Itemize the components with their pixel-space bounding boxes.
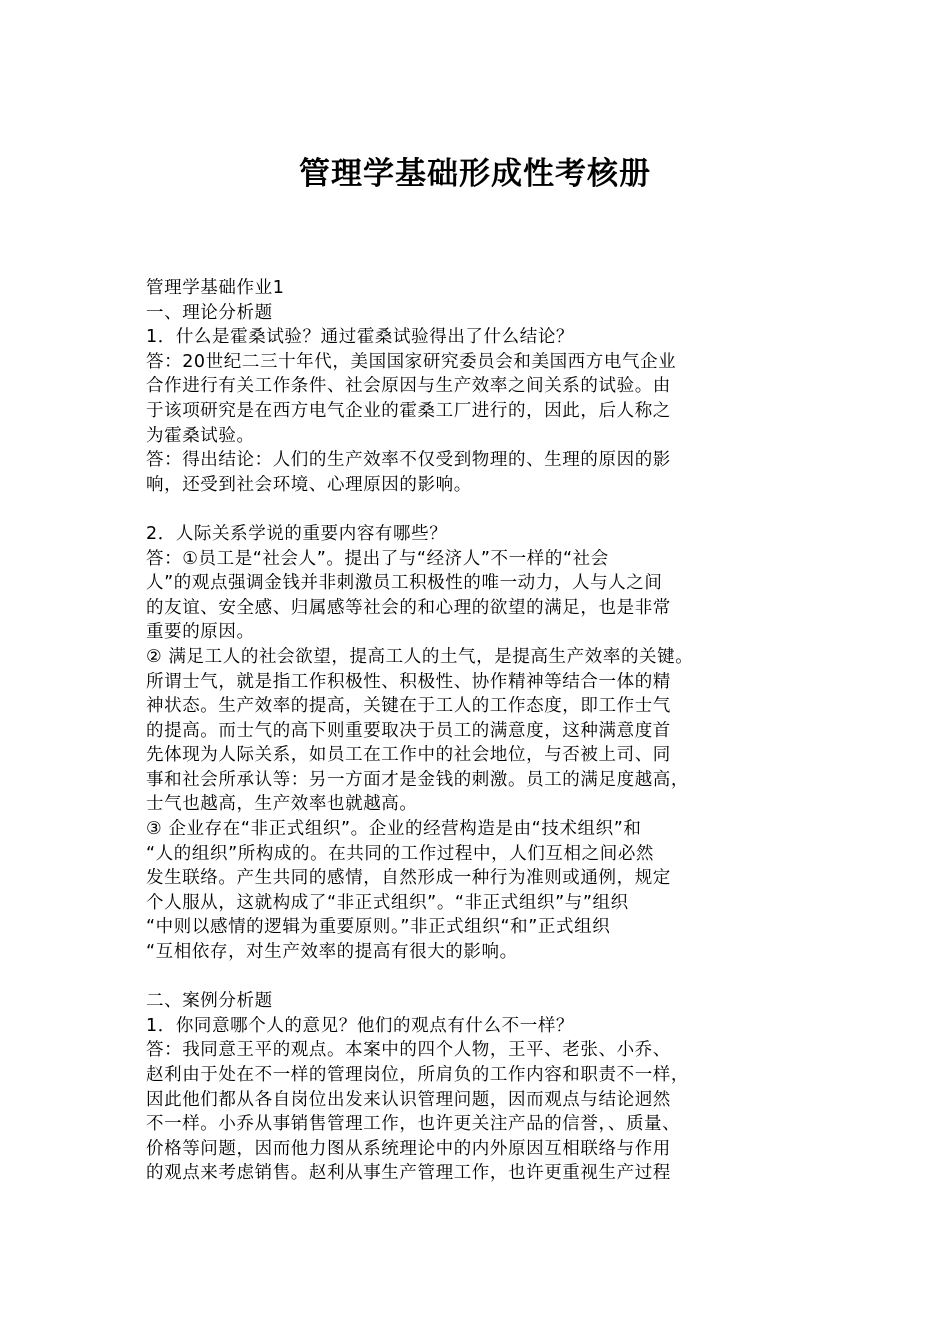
blank-line xyxy=(146,965,816,990)
answer-line: 士气也越高，生产效率也就越高。 xyxy=(146,794,418,815)
answer-line: 于该项研究是在西方电气企业的霍桑工厂进行的，因此，后人称之 xyxy=(146,400,671,421)
answer-line: 神状态。生产效率的提高，关键在于工人的工作态度，即工作士气 xyxy=(146,696,671,717)
answer-line: 因此他们都从各自岗位出发来认识管理问题，因而观点与结论迥然 xyxy=(146,1089,671,1110)
answer-line: 合作进行有关工作条件、社会原因与生产效率之间关系的试验。由 xyxy=(146,376,671,397)
answer-line: “人的组织”所构成的。在共同的工作过程中，人们互相之间必然 xyxy=(146,843,655,864)
question-1: 1．什么是霍桑试验？通过霍桑试验得出了什么结论？ xyxy=(146,327,575,348)
answer-line: “中则以感情的逻辑为重要原则。”非正式组织“和”正式组织 xyxy=(146,917,611,938)
answer-line: 重要的原因。 xyxy=(146,622,255,643)
answer-line: 所谓士气，就是指工作积极性、积极性、协作精神等结合一体的精 xyxy=(146,671,671,692)
question-2: 2．人际关系学说的重要内容有哪些？ xyxy=(146,523,448,544)
question-1: 1．你同意哪个人的意见？他们的观点有什么不一样？ xyxy=(146,1015,575,1036)
answer-line: “互相依存，对生产效率的提高有很大的影响。 xyxy=(146,942,518,963)
answer-line: 响，还受到社会环境、心理原因的影响。 xyxy=(146,474,472,495)
answer-line: 答：①员工是“社会人”。提出了与“经济人”不一样的“社会 xyxy=(146,548,609,569)
answer-line: 不一样。小乔从事销售管理工作，也许更关注产品的信誉，、质量、 xyxy=(146,1114,681,1135)
document-body xyxy=(146,276,816,1186)
answer-line: 答：得出结论：人们的生产效率不仅受到物理的、生理的原因的影 xyxy=(146,450,671,471)
answer-line: 发生联络。产生共同的感情，自然形成一种行为准则或通例，规定 xyxy=(146,868,671,889)
answer-line: 价格等问题，因而他力图从系统理论中的内外原因互相联络与作用 xyxy=(146,1138,671,1159)
answer-line: 答：20世纪二三十年代，美国国家研究委员会和美国西方电气企业 xyxy=(146,351,677,372)
section-heading: 管理学基础作业1 xyxy=(146,278,285,298)
answer-line: ③ 企业存在“非正式组织”。企业的经营构造是由“技术组织”和 xyxy=(146,819,642,840)
answer-line: 赵利由于处在不一样的管理岗位，所肩负的工作内容和职责不一样， xyxy=(146,1065,689,1085)
answer-line: 的提高。而士气的高下则重要取决于员工的满意度，这种满意度首 xyxy=(146,720,671,741)
answer-line: ② 满足工人的社会欲望，提高工人的土气，是提高生产效率的关键。 xyxy=(146,646,694,667)
blank-line xyxy=(146,497,816,522)
answer-line: 先体现为人际关系，如员工在工作中的社会地位，与否被上司、同 xyxy=(146,745,671,766)
answer-line: 事和社会所承认等：另一方面才是金钱的刺激。员工的满足度越高， xyxy=(146,769,689,790)
answer-line: 人”的观点强调金钱并非刺激员工积极性的唯一动力，人与人之间 xyxy=(146,573,663,594)
document-title: 管理学基础形成性考核册 xyxy=(299,156,651,192)
part-heading: 一、理论分析题 xyxy=(146,302,273,323)
answer-line: 答：我同意王平的观点。本案中的四个人物，王平、老张、小乔、 xyxy=(146,1040,671,1061)
answer-line: 为霍桑试验。 xyxy=(146,425,255,446)
answer-line: 的观点来考虑销售。赵利从事生产管理工作，也许更重视生产过程 xyxy=(146,1163,671,1184)
answer-line: 的友谊、安全感、归属感等社会的和心理的欲望的满足，也是非常 xyxy=(146,597,671,618)
answer-line: 个人服从，这就构成了“非正式组织”。“非正式组织”与”组织 xyxy=(146,892,629,913)
part-heading: 二、案例分析题 xyxy=(146,991,273,1012)
